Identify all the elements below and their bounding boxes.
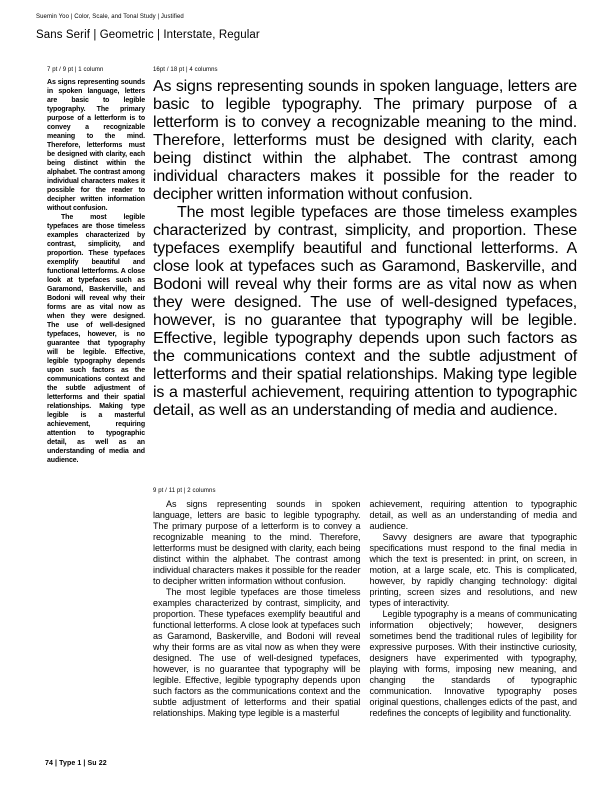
paragraph: As signs representing sounds in spoken language, letters are basic to legible typography. The primary purpose of a letterform is to convey a recognizable meaning to the mind. Therefore, letterforms must be designed with clarity, each being distinct within the alphabet. The contrast among individual characters makes it possible for the reader to decipher written information without confusion.: [47, 79, 145, 212]
paragraph: As signs representing sounds in spoken language, letters are basic to legible typography. The primary purpose of a letterform is to convey a recognizable meaning to the mind. Therefore, letterforms must be designed with clarity, each being distinct within the alphabet. The contrast among individual characters makes it possible for the reader to decipher written information without confusion.: [153, 499, 361, 586]
block-16pt-label: 16pt / 18 pt | 4 columns: [153, 67, 218, 73]
block-9pt-label: 9 pt / 11 pt | 2 columns: [153, 488, 216, 494]
block-9pt-column-2: [370, 499, 578, 719]
block-7pt-text: [47, 78, 145, 465]
paragraph: Savvy designers are aware that typographic specifications must respond to the final media in which the text is presented: in print, on screen, in motion, at a large scale, etc. This is complicated, however, by rapidly changing technology: digital printing, screen sizes and resolutions, and new types of interactivity.: [369, 532, 577, 608]
block-9pt-column-1: [153, 499, 361, 719]
paragraph: Legible typography is a means of communicating information objectively; however, designers sometimes bend the traditional rules of legibility for expressive purposes. With their instinctive curiosity, designers have experimented with typography, playing with forms, imposing new meaning, and changing the standards of typographic communication. Innovative typography poses original questions, challenges edicts of the past, and redefines the concepts of legibility and functionality.: [369, 609, 577, 718]
paragraph: The most legible typefaces are those timeless examples characterized by contrast, simplicity, and proportion. These typefaces exemplify beautiful and functional letterforms. A close look at typefaces such as Garamond, Baskerville, and Bodoni will reveal why their forms are as vital now as when they were designed. The use of well-designed typefaces, however, is no guarantee that typography will be legible. Effective, legible typography depends upon such factors as the communications context and the subtle adjustment of letterforms and their spatial relationships. Making type legible is a masterful: [153, 587, 361, 718]
block-16pt-text: [153, 78, 577, 420]
paragraph: The most legible typefaces are those timeless examples characterized by contrast, simplicity, and proportion. These typefaces exemplify beautiful and functional letterforms. A close look at typefaces such as Garamond, Baskerville, and Bodoni will reveal why their forms are as vital now as when they were designed. The use of well-designed typefaces, however, is no guarantee that typography will be legible. Effective, legible typography depends upon such factors as the communications context and the subtle adjustment of letterforms and their spatial relationships. Making type legible is a masterful achievement, requiring attention to typographic detail, as well as an understanding of media and audience.: [153, 204, 577, 419]
specimen-title: Sans Serif | Geometric | Interstate, Regular: [36, 29, 260, 41]
block-16pt: [153, 66, 577, 420]
block-7pt: [47, 66, 145, 465]
block-9pt-columns: [153, 499, 577, 719]
block-7pt-label: 7 pt / 9 pt | 1 column: [47, 67, 104, 73]
paragraph: The most legible typefaces are those timeless examples characterized by contrast, simplicity, and proportion. These typefaces exemplify beautiful and functional letterforms. A close look at typefaces such as Garamond, Baskerville, and Bodoni will reveal why their forms are as vital now as when they were designed. The use of well-designed typefaces, however, is no guarantee that typography will be legible. Effective, legible typography depends upon such factors as the communications context and the subtle adjustment of letterforms and their spatial relationships. Making type legible is a masterful achievement, requiring attention to typographic detail, as well as an understanding of media and audience.: [47, 214, 145, 464]
paragraph: As signs representing sounds in spoken language, letters are basic to legible typography. The primary purpose of a letterform is to convey a recognizable meaning to the mind. Therefore, letterforms must be designed with clarity, each being distinct within the alphabet. The contrast among individual characters makes it possible for the reader to decipher written information without confusion.: [153, 78, 577, 203]
paragraph: achievement, requiring attention to typographic detail, as well as an understanding of media and audience.: [369, 499, 577, 531]
folio: 74 | Type 1 | Su 22: [45, 760, 107, 767]
block-9pt: [153, 487, 577, 719]
byline: Suemin Yoo | Color, Scale, and Tonal Study | Justified: [36, 14, 184, 20]
